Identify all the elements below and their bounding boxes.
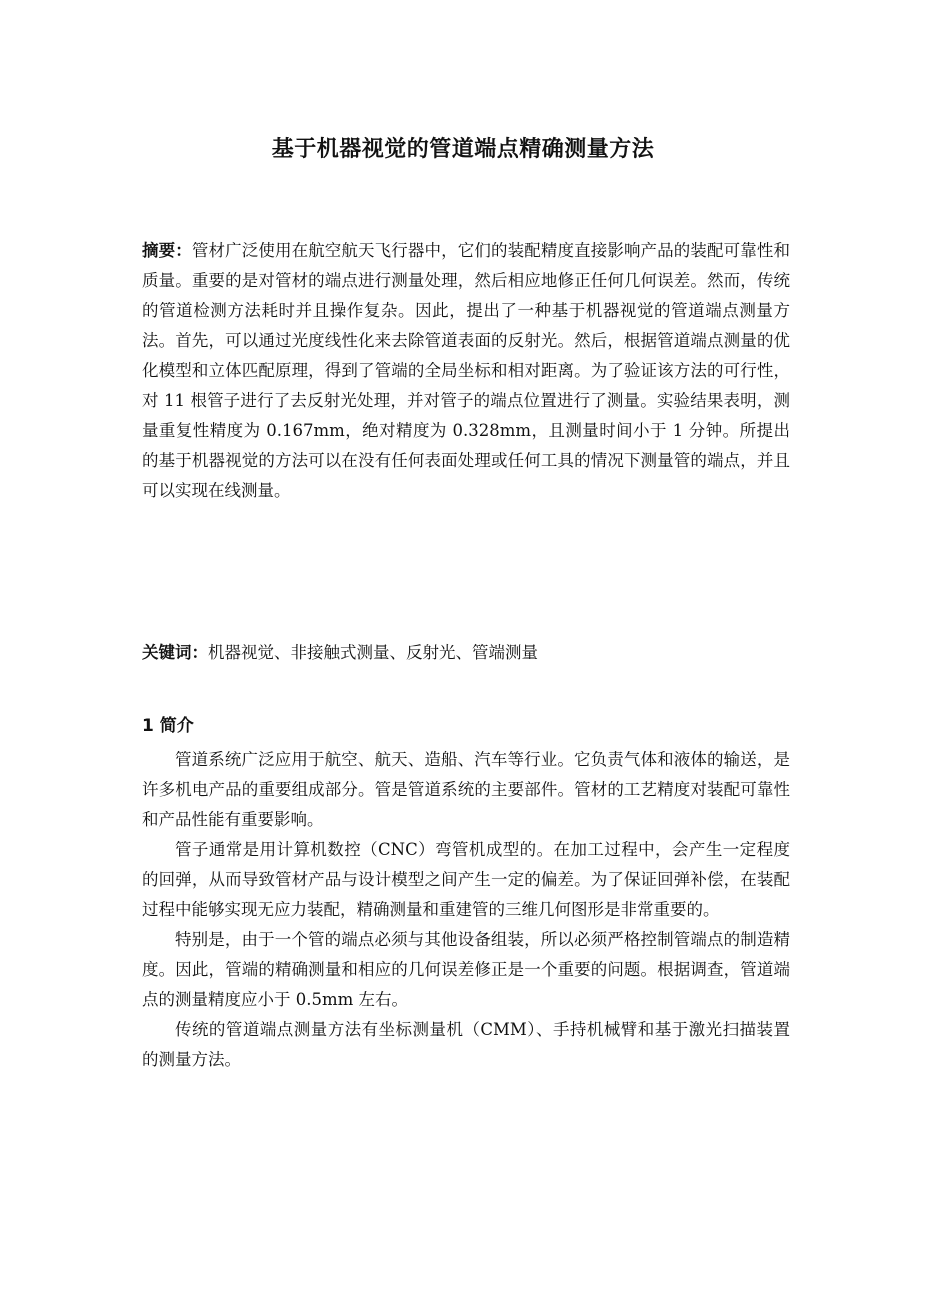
paragraph: 管道系统广泛应用于航空、航天、造船、汽车等行业。它负责气体和液体的输送，是许多机电产品的重要组成部分。管是管道系统的主要部件。管材的工艺精度对装配可靠性和产品性能有重要影响。 xyxy=(142,750,790,829)
paper-title: 基于机器视觉的管道端点精确测量方法 xyxy=(271,137,655,162)
keywords-block xyxy=(142,638,790,668)
abstract-label: 摘要： xyxy=(142,241,192,260)
abstract-block xyxy=(142,236,790,506)
keywords-text: 机器视觉、非接触式测量、反射光、管端测量 xyxy=(208,643,538,662)
paragraph: 特别是，由于一个管的端点必须与其他设备组装，所以必须严格控制管端点的制造精度。因此，管端的精确测量和相应的几何误差修正是一个重要的问题。根据调查，管道端点的测量精度应小于 0.5mm 左右。 xyxy=(142,930,790,1009)
abstract-text: 管材广泛使用在航空航天飞行器中，它们的装配精度直接影响产品的装配可靠性和质量。重要的是对管材的端点进行测量处理，然后相应地修正任何几何误差。然而，传统的管道检测方法耗时并且操作复杂。因此，提出了一种基于机器视觉的管道端点测量方法。首先，可以通过光度线性化来去除管道表面的反射光。然后，根据管道端点测量的优化模型和立体匹配原理，得到了管端的全局坐标和相对距离。为了验证该方法的可行性，对 11 根管子进行了去反射光处理，并对管子的端点位置进行了测量。实验结果表明，测量重复性精度为 0.167mm，绝对精度为 0.328mm，且测量时间小于 1 分钟。所提出的基于机器视觉的方法可以在没有任何表面处理或任何工具的情况下测量管的端点，并且可以实现在线测量。 xyxy=(142,241,791,500)
section-heading: 1 简介 xyxy=(142,716,194,736)
section-body xyxy=(142,745,790,1075)
keywords-label: 关键词： xyxy=(142,643,208,662)
paragraph: 传统的管道端点测量方法有坐标测量机（CMM）、手持机械臂和基于激光扫描装置的测量方法。 xyxy=(142,1020,790,1069)
paragraph: 管子通常是用计算机数控（CNC）弯管机成型的。在加工过程中，会产生一定程度的回弹，从而导致管材产品与设计模型之间产生一定的偏差。为了保证回弹补偿，在装配过程中能够实现无应力装配，精确测量和重建管的三维几何图形是非常重要的。 xyxy=(142,840,790,919)
